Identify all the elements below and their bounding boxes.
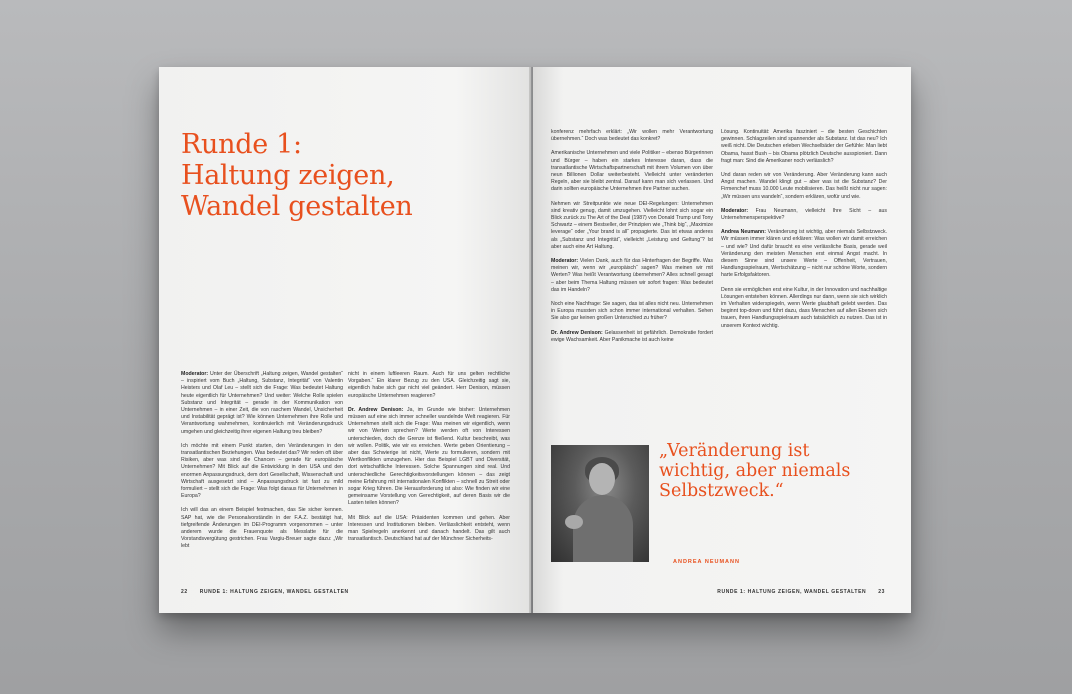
pull-quote [659,441,889,501]
magazine-spread [159,67,911,613]
paragraph: Mit Blick auf die USA: Präsidenten kommen und gehen. Aber Interessen und Institutionen bleiben. Verlässlichkeit entsteht, wenn man Spielregeln anerkennt und danach handelt. Das gilt auch transatlantisch. Deutschland hat auf der Münchner Sicherheits- [348,514,510,543]
page-number: 22 [181,589,188,595]
paragraph: Nehmen wir Streitpunkte wie neue DEI-Regelungen: Unternehmen sind kreativ genug, damit umzugehen. Vielleicht lohnt sich sogar ein Blick zurück zu The Art of the Deal (1987) von Donald Trump und Tony Schwartz – einem Bestseller, der Prinzipien wie „Think big“, „Maximize leverage“ oder „Your brand is all“ propagierte. Das ist etwas anderes als „Substanz und Integrität“, vielleicht „Leistung und Geltung“? Ist aber auch eine Art Haltung. [551,200,713,250]
right-page [533,67,911,613]
left-page [159,67,531,613]
quote-line: wichtig, aber niemals [659,461,851,481]
running-title: RUNDE 1: HALTUNG ZEIGEN, WANDEL GESTALTEN [717,589,867,595]
paragraph: nicht in einem luftleeren Raum. Auch für uns gelten rechtliche Vorgaben.“ Ein klarer Bezug zu den USA. Gleichzeitig sagt sie, eigentlich habe sich gar nicht viel geändert. Herr Denison, müssen europäische Unternehmen reagieren? [348,371,510,399]
paragraph: Noch eine Nachfrage: Sie sagen, das ist alles nicht neu. Unternehmen in Europa mussten sich schon immer international verhalten. Sehen Sie also gar keinen großen Unterschied zu früher? [551,301,713,322]
page-footer [181,589,349,595]
right-column-2 [721,129,887,337]
paragraph: Dr. Andrew Denison: Ja, im Grunde wie bisher: Unternehmen müssen auf eine sich immer schneller wandelnde Welt reagieren. Für Unternehmen stellt sich die Frage: Was meinen wir eigentlich, wenn wir von Werten sprechen? Werte werden oft von Interessen unterschieden, doch die Grenze ist fließend. Kultur beschreibt, was wir wollen. Politik, wie wir es erreichen. Werte geben Orientierung – aber das Schwierige ist nicht, Werte zu formulieren, sondern mit Wertkonflikten umzugehen. Hier das Beispiel LGBT und Diversität, dort wirtschaftliche Interessen. Solche Spannungen sind real. Und unterschiedliche Gerechtigkeitsvorstellungen können – das zeigt meine Erfahrung mit internationalen Konflikten – schnell zu Streit oder sogar Krieg führen. Die Herausforderung ist also: Wie finden wir eine gemeinsame Vorstellung von Gerechtigkeit, auf deren Basis wir die Lasten teilen können? [348,406,510,507]
paragraph: konferenz mehrfach erklärt: „Wir wollen mehr Verantwortung übernehmen.“ Doch was bedeutet das konkret? [551,129,713,143]
right-column-1 [551,129,713,351]
paragraph: Andrea Neumann: Veränderung ist wichtig, aber niemals Selbstzweck. Wir müssen immer klären und erklären: Was wollen wir damit erreichen – und wie? Und dafür braucht es eine verlässliche Basis, gerade weil Veränderung den meisten Menschen erst einmal Angst macht. In diesem Sinne sind unsere Werte – Offenheit, Vertrauen, Handlungsspielraum, Wertschätzung – nicht nur schöne Worte, sondern harte Erfolgsfaktoren. [721,229,887,279]
paragraph: Lösung. Kontinuität: Amerika fasziniert – die besten Geschichten gewinnen. Schlagzeilen sind spannender als Substanz. Ist das neu? Ich weiß nicht. Die Deutschen erleben Wechselbäder der Gefühle: Man liebt Obama, hasst Bush – bis Obama plötzlich Deutsche ausspioniert. Dann fragt man: Sind die Amerikaner noch verlässlich? [721,129,887,164]
paragraph: Moderator: Unter der Überschrift „Haltung zeigen, Wandel gestalten“ – inspiriert vom Buch „Haltung, Substanz, Integrität“ von Valentin Heisters und Olaf Leu – stellt sich die Frage: Was bedeutet Haltung heute eigentlich für Unternehmen? Und weiter: Welche Rolle spielen Substanz und Integrität – gerade in der Kommunikation von Unternehmen – in einer Zeit, die von raschem Wandel, Unsicherheit und Instabilität geprägt ist? Wie können Unternehmen ihre Rolle und Verantwortung wahrnehmen, kontinuierlich mit Veränderungsdruck umgehen und gleichzeitig ihrer eigenen Haltung treu bleiben? [181,371,343,435]
page-headline [181,129,441,222]
headline-line: Wandel gestalten [181,191,413,222]
left-column-2 [348,371,510,550]
quote-author: ANDREA NEUMANN [673,559,740,565]
headline-line: Haltung zeigen, [181,160,395,191]
page-footer [717,589,885,595]
paragraph: Denn sie ermöglichen erst eine Kultur, in der Innovation und nachhaltige Lösungen entstehen können. Allerdings nur dann, wenn sie sich wirklich im Verhalten widerspiegeln, wenn Werte glaubhaft gelebt werden. Das beginnt top-down und führt dazu, dass Menschen auf allen Ebenen sich trauen, ihren Handlungsspielraum auch tatsächlich zu nutzen. Das ist in unserem Kontext wichtig. [721,286,887,329]
paragraph: Moderator: Vielen Dank, auch für das Hinterfragen der Begriffe. Was meinen wir, wenn wir „europäisch“ sagen? Was meinen wir mit Werten? Was heißt Verantwortung übernehmen? Alles schnell gesagt – aber beim Thema Haltung müssen wir sofort fragen: Was bedeutet das im Handeln? [551,258,713,293]
paragraph: Ich will das an einem Beispiel festmachen, das Sie sicher kennen. SAP hat, wie die Personalvorständin in der F.A.Z. bestätigt hat, tiefgreifende Änderungen im DEI-Programm vorgenommen – unter anderem wurde die Frauenquote als Messlatte für die Vorstandsvergütung gestrichen. Frau Vargiu-Breuer sagte dazu: „Wir lebt [181,507,343,550]
paragraph: Dr. Andrew Denison: Gelassenheit ist gefährlich. Demokratie fordert ewige Wachsamkeit. Aber Panikmache ist auch keine [551,329,714,343]
paragraph: Ich möchte mit einem Punkt starten, den Veränderungen in den transatlantischen Beziehungen. Was bedeutet das? Wir reden oft über Risiken, aber was sind die Chancen – gerade für europäische Unternehmen? Mit Blick auf die Entwicklung in den USA und den enormen Anpassungsdruck, dem dort Gesellschaft, Wissenschaft und Wirtschaft ausgesetzt sind – Anpassungsdruck ist fast zu mild formuliert – stellt sich die Frage: Was folgt daraus für Unternehmen in Europa? [181,442,343,500]
paragraph: Und daran reden wir von Veränderung. Aber Veränderung kann auch Angst machen. Wandel klingt gut – aber was ist die Substanz? Der Firmenchef muss 10.000 Leute mobilisieren. Das heißt nicht nur sagen: „Wir müssen uns wandeln“, sondern erklären, wofür und wie. [721,172,887,200]
paragraph: Amerikanische Unternehmen und viele Politiker – ebenso Bürgerinnen und Bürger – haben ein starkes Interesse daran, dass die transatlantische Wirtschaftspartnerschaft mit ihrem Volumen von über neun Billionen Dollar weiterbesteht. Vielleicht unter veränderten Regeln, aber sie bleibt zentral. Darauf kann man sich verlassen. Und darin sollten europäische Unternehmen ihre Partner suchen. [551,150,713,193]
headline-line: Runde 1: [181,129,302,160]
left-column-1 [181,371,343,558]
portrait-photo [551,445,649,562]
paragraph: Moderator: Frau Neumann, vielleicht Ihre Sicht – aus Unternehmensperspektive? [721,207,887,222]
quote-line: Selbstzweck.“ [659,481,784,501]
quote-line: „Veränderung ist [659,441,810,461]
page-number: 23 [878,589,885,595]
running-title: RUNDE 1: HALTUNG ZEIGEN, WANDEL GESTALTEN [199,589,349,595]
